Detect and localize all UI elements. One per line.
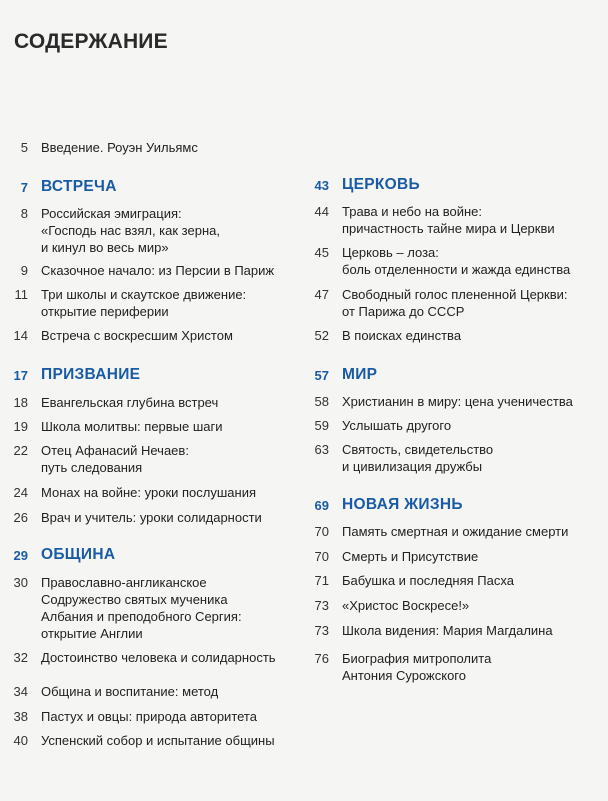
entry-title: Церковь – лоза: боль отделенности и жажда единства bbox=[342, 245, 571, 277]
entry-page-number: 26 bbox=[13, 510, 28, 525]
entry-page-number: 73 bbox=[314, 598, 329, 613]
entry-page-number: 8 bbox=[20, 206, 28, 221]
entry-page-number: 71 bbox=[314, 573, 329, 588]
section-title: ПРИЗВАНИЕ bbox=[41, 366, 141, 383]
entry-title: Отец Афанасий Нечаев: путь следования bbox=[41, 443, 189, 475]
entry-title: Смерть и Присутствие bbox=[342, 549, 479, 564]
section-page-number: 17 bbox=[13, 368, 28, 383]
entry-page-number: 58 bbox=[314, 394, 329, 409]
entry-title: Три школы и скаутское движение: открытие периферии bbox=[41, 287, 247, 319]
entry-title: Школа видения: Мария Магдалина bbox=[342, 623, 553, 638]
entry-title: Свободный голос плененной Церкви: от Парижа до СССР bbox=[342, 287, 568, 319]
entry-page-number: 40 bbox=[13, 733, 28, 748]
entry-title: Память смертная и ожидание смерти bbox=[342, 524, 569, 539]
entry-page-number: 34 bbox=[13, 684, 28, 699]
entry-page-number: 18 bbox=[13, 395, 28, 410]
section-title: НОВАЯ ЖИЗНЬ bbox=[342, 496, 463, 513]
entry-page-number: 59 bbox=[314, 418, 329, 433]
entry-title: Врач и учитель: уроки солидарности bbox=[41, 510, 262, 525]
section-page-number: 7 bbox=[20, 180, 28, 195]
section-title: ОБЩИНА bbox=[41, 546, 116, 563]
entry-title: Услышать другого bbox=[342, 418, 452, 433]
entry-page-number: 22 bbox=[13, 443, 28, 458]
entry-title: Введение. Роуэн Уильямс bbox=[41, 140, 198, 155]
entry-page-number: 70 bbox=[314, 549, 329, 564]
entry-title: Евангельская глубина встреч bbox=[41, 395, 219, 410]
entry-page-number: 47 bbox=[314, 287, 329, 302]
section-page-number: 29 bbox=[13, 548, 28, 563]
entry-title: Российская эмиграция: «Господь нас взял, как зерна, и кинул во весь мир» bbox=[41, 206, 220, 255]
section-title: МИР bbox=[342, 366, 378, 383]
entry-title: Монах на войне: уроки послушания bbox=[41, 485, 257, 500]
entry-page-number: 52 bbox=[314, 328, 329, 343]
entry-title: Пастух и овцы: природа авторитета bbox=[41, 709, 257, 724]
entry-page-number: 73 bbox=[314, 623, 329, 638]
entry-title: Трава и небо на войне: причастность тайне мира и Церкви bbox=[342, 204, 555, 236]
entry-page-number: 9 bbox=[20, 263, 28, 278]
entry-page-number: 32 bbox=[13, 650, 28, 665]
entry-title: Встреча с воскресшим Христом bbox=[41, 328, 233, 343]
entry-page-number: 14 bbox=[13, 328, 28, 343]
page-title: СОДЕРЖАНИЕ bbox=[14, 30, 168, 53]
entry-page-number: 70 bbox=[314, 524, 329, 539]
entry-page-number: 76 bbox=[314, 651, 329, 666]
entry-page-number: 45 bbox=[314, 245, 329, 260]
entry-page-number: 5 bbox=[20, 140, 28, 155]
entry-page-number: 63 bbox=[314, 442, 329, 457]
entry-title: Бабушка и последняя Пасха bbox=[342, 573, 514, 588]
entry-title: Биография митрополита Антония Сурожского bbox=[342, 651, 492, 683]
entry-title: Сказочное начало: из Персии в Париж bbox=[41, 263, 275, 278]
section-page-number: 69 bbox=[314, 498, 329, 513]
entry-title: Школа молитвы: первые шаги bbox=[41, 419, 223, 434]
section-title: ЦЕРКОВЬ bbox=[342, 176, 420, 193]
entry-title: Успенский собор и испытание общины bbox=[41, 733, 275, 748]
section-page-number: 57 bbox=[314, 368, 329, 383]
entry-page-number: 38 bbox=[13, 709, 28, 724]
entry-title: Святость, свидетельство и цивилизация дружбы bbox=[342, 442, 494, 474]
section-page-number: 43 bbox=[314, 178, 329, 193]
entry-title: Христианин в миру: цена ученичества bbox=[342, 394, 573, 409]
entry-title: Достоинство человека и солидарность bbox=[41, 650, 276, 665]
entry-title: В поисках единства bbox=[342, 328, 462, 343]
entry-page-number: 44 bbox=[314, 204, 329, 219]
entry-title: Община и воспитание: метод bbox=[41, 684, 219, 699]
entry-page-number: 24 bbox=[13, 485, 28, 500]
entry-page-number: 11 bbox=[14, 287, 28, 302]
entry-page-number: 30 bbox=[13, 575, 28, 590]
section-title: ВСТРЕЧА bbox=[41, 178, 117, 195]
entry-page-number: 19 bbox=[13, 419, 28, 434]
entry-title: «Христос Воскресе!» bbox=[342, 598, 470, 613]
entry-title: Православно-англиканское Содружество святых мученика Албания и преподобного Сергия: открытие Англии bbox=[41, 575, 242, 641]
